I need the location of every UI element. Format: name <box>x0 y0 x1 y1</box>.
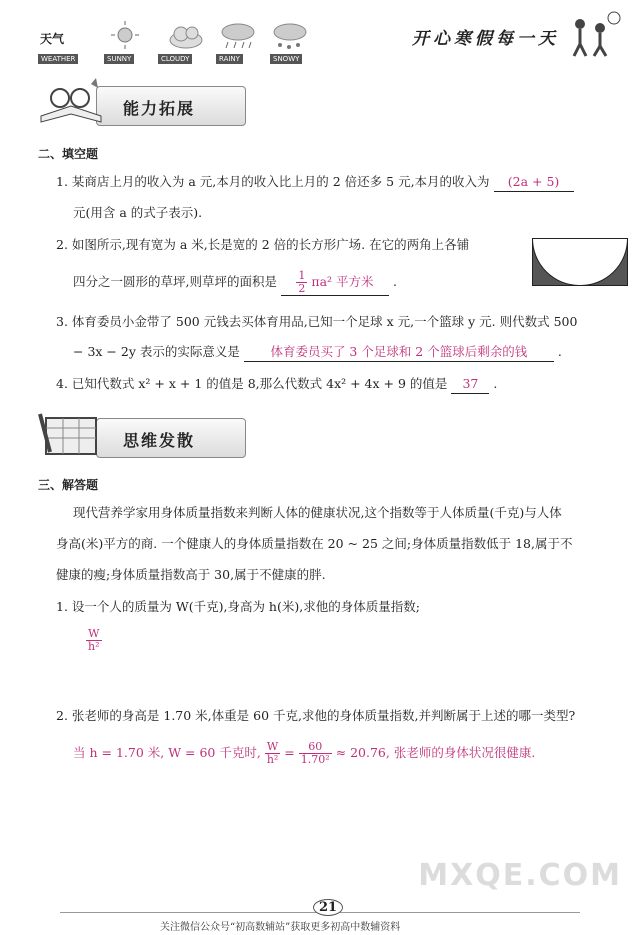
intro-line2: 身高(米)平方的商. 一个健康人的身体质量指数在 20 ~ 25 之间;身体质量指数低于 18,属于不 <box>56 536 573 551</box>
snow-icon <box>270 20 310 52</box>
intro-line1: 现代营养学家用身体质量指数来判断人体的健康状况,这个指数等于人体质量(千克)与人体 <box>73 505 562 520</box>
cloudy-tag: CLOUDY <box>158 54 192 64</box>
section2-heading: 二、填空题 <box>38 147 99 161</box>
q3-line1: 3. 体育委员小金带了 500 元钱去买体育用品,已知一个足球 x 元,一个篮球 y 元. 则代数式 500 <box>56 314 578 329</box>
q2-fraction: $\frac{1}{2}$ <box>298 269 306 295</box>
q3-answer: 体育委员买了 3 个足球和 2 个篮球后剩余的钱 <box>244 343 554 362</box>
weather-tag: WEATHER <box>38 54 78 64</box>
q1-text: 1. 某商店上月的收入为 a 元,本月的收入比上月的 2 倍还多 5 元,本月的收入为 <box>56 174 490 189</box>
header-title: 开心寒假每一天 <box>412 29 559 49</box>
question-2-3: − 3x − 2y 表示的实际意义是 体育委员买了 3 个足球和 2 个篮球后剩余的钱 . <box>73 343 562 362</box>
weather-strip <box>38 14 318 66</box>
q3-1-text: 1. 设一个人的质量为 W(千克),身高为 h(米),求他的身体质量指数; <box>56 599 420 614</box>
rainy-tag: RAINY <box>216 54 243 64</box>
sun-icon <box>110 20 140 50</box>
q3-1-answer <box>86 628 102 653</box>
banner-thinking <box>96 418 246 458</box>
q2-answer-blank <box>281 270 389 296</box>
rain-icon <box>218 20 258 52</box>
q1-continuation: 元(用含 a 的式子表示). <box>73 205 203 220</box>
q3-2-answer: 当 h = 1.70 米, W = 60 千克时, $\frac{W}{\text{h²}}$ = $\frac{60}{\text{1.70²}}$ ≈ 20.76, 张老师的身体状况很健康. <box>73 740 536 766</box>
banner-title: 能力拓展 <box>123 99 196 118</box>
q3-2-text: 2. 张老师的身高是 1.70 米,体重是 60 千克,求他的身体质量指数,并判断属于上述的哪一类型? <box>56 708 576 723</box>
q2-answer: πa² 平方米 <box>311 274 374 289</box>
calendar-icon <box>36 408 106 460</box>
weather-label: 天气 <box>40 32 65 46</box>
snowy-tag: SNOWY <box>270 54 302 64</box>
bmi-fraction: $\frac{W}{\text{h²}}$ <box>266 740 279 766</box>
question-2-1 <box>56 173 626 192</box>
intro-line3: 健康的瘦;身体质量指数高于 30,属于不健康的胖. <box>56 567 326 582</box>
q4-text: 4. 已知代数式 x² + x + 1 的值是 8,那么代数式 4x² + 4x + 9 的值是 <box>56 376 448 391</box>
q1-answer: (2a + 5) <box>494 173 574 192</box>
question-2-4: 4. 已知代数式 x² + x + 1 的值是 8,那么代数式 4x² + 4x + 9 的值是 37 . <box>56 375 497 394</box>
watermark: MXQE.COM <box>418 858 622 893</box>
lawn-figure <box>532 238 628 286</box>
footer-text: 关注微信公众号“初高数辅站”获取更多初高中数辅资料 <box>160 922 401 933</box>
sunny-tag: SUNNY <box>104 54 134 64</box>
book-icon <box>36 76 106 126</box>
banner-ability <box>96 86 246 126</box>
q4-answer: 37 <box>451 375 489 394</box>
cloud-icon <box>166 22 206 50</box>
question-2-2: 四分之一圆形的草坪,则草坪的面积是 $\frac{1}{2}$ πa² 平方米 . <box>73 269 397 295</box>
q2-line2: 四分之一圆形的草坪,则草坪的面积是 <box>73 274 277 289</box>
kids-icon <box>566 10 626 58</box>
q3-line2: − 3x − 2y 表示的实际意义是 <box>73 344 240 359</box>
banner-title: 思维发散 <box>123 431 196 450</box>
section3-heading: 三、解答题 <box>38 478 99 492</box>
value-fraction: $\frac{60}{\text{1.70²}}$ <box>300 740 330 766</box>
page-number: 21 <box>313 899 343 916</box>
bmi-fraction: $\frac{W}{\text{h²}}$ <box>88 627 100 653</box>
q2-line1: 2. 如图所示,现有宽为 a 米,长是宽的 2 倍的长方形广场. 在它的两角上各铺 <box>56 237 470 252</box>
